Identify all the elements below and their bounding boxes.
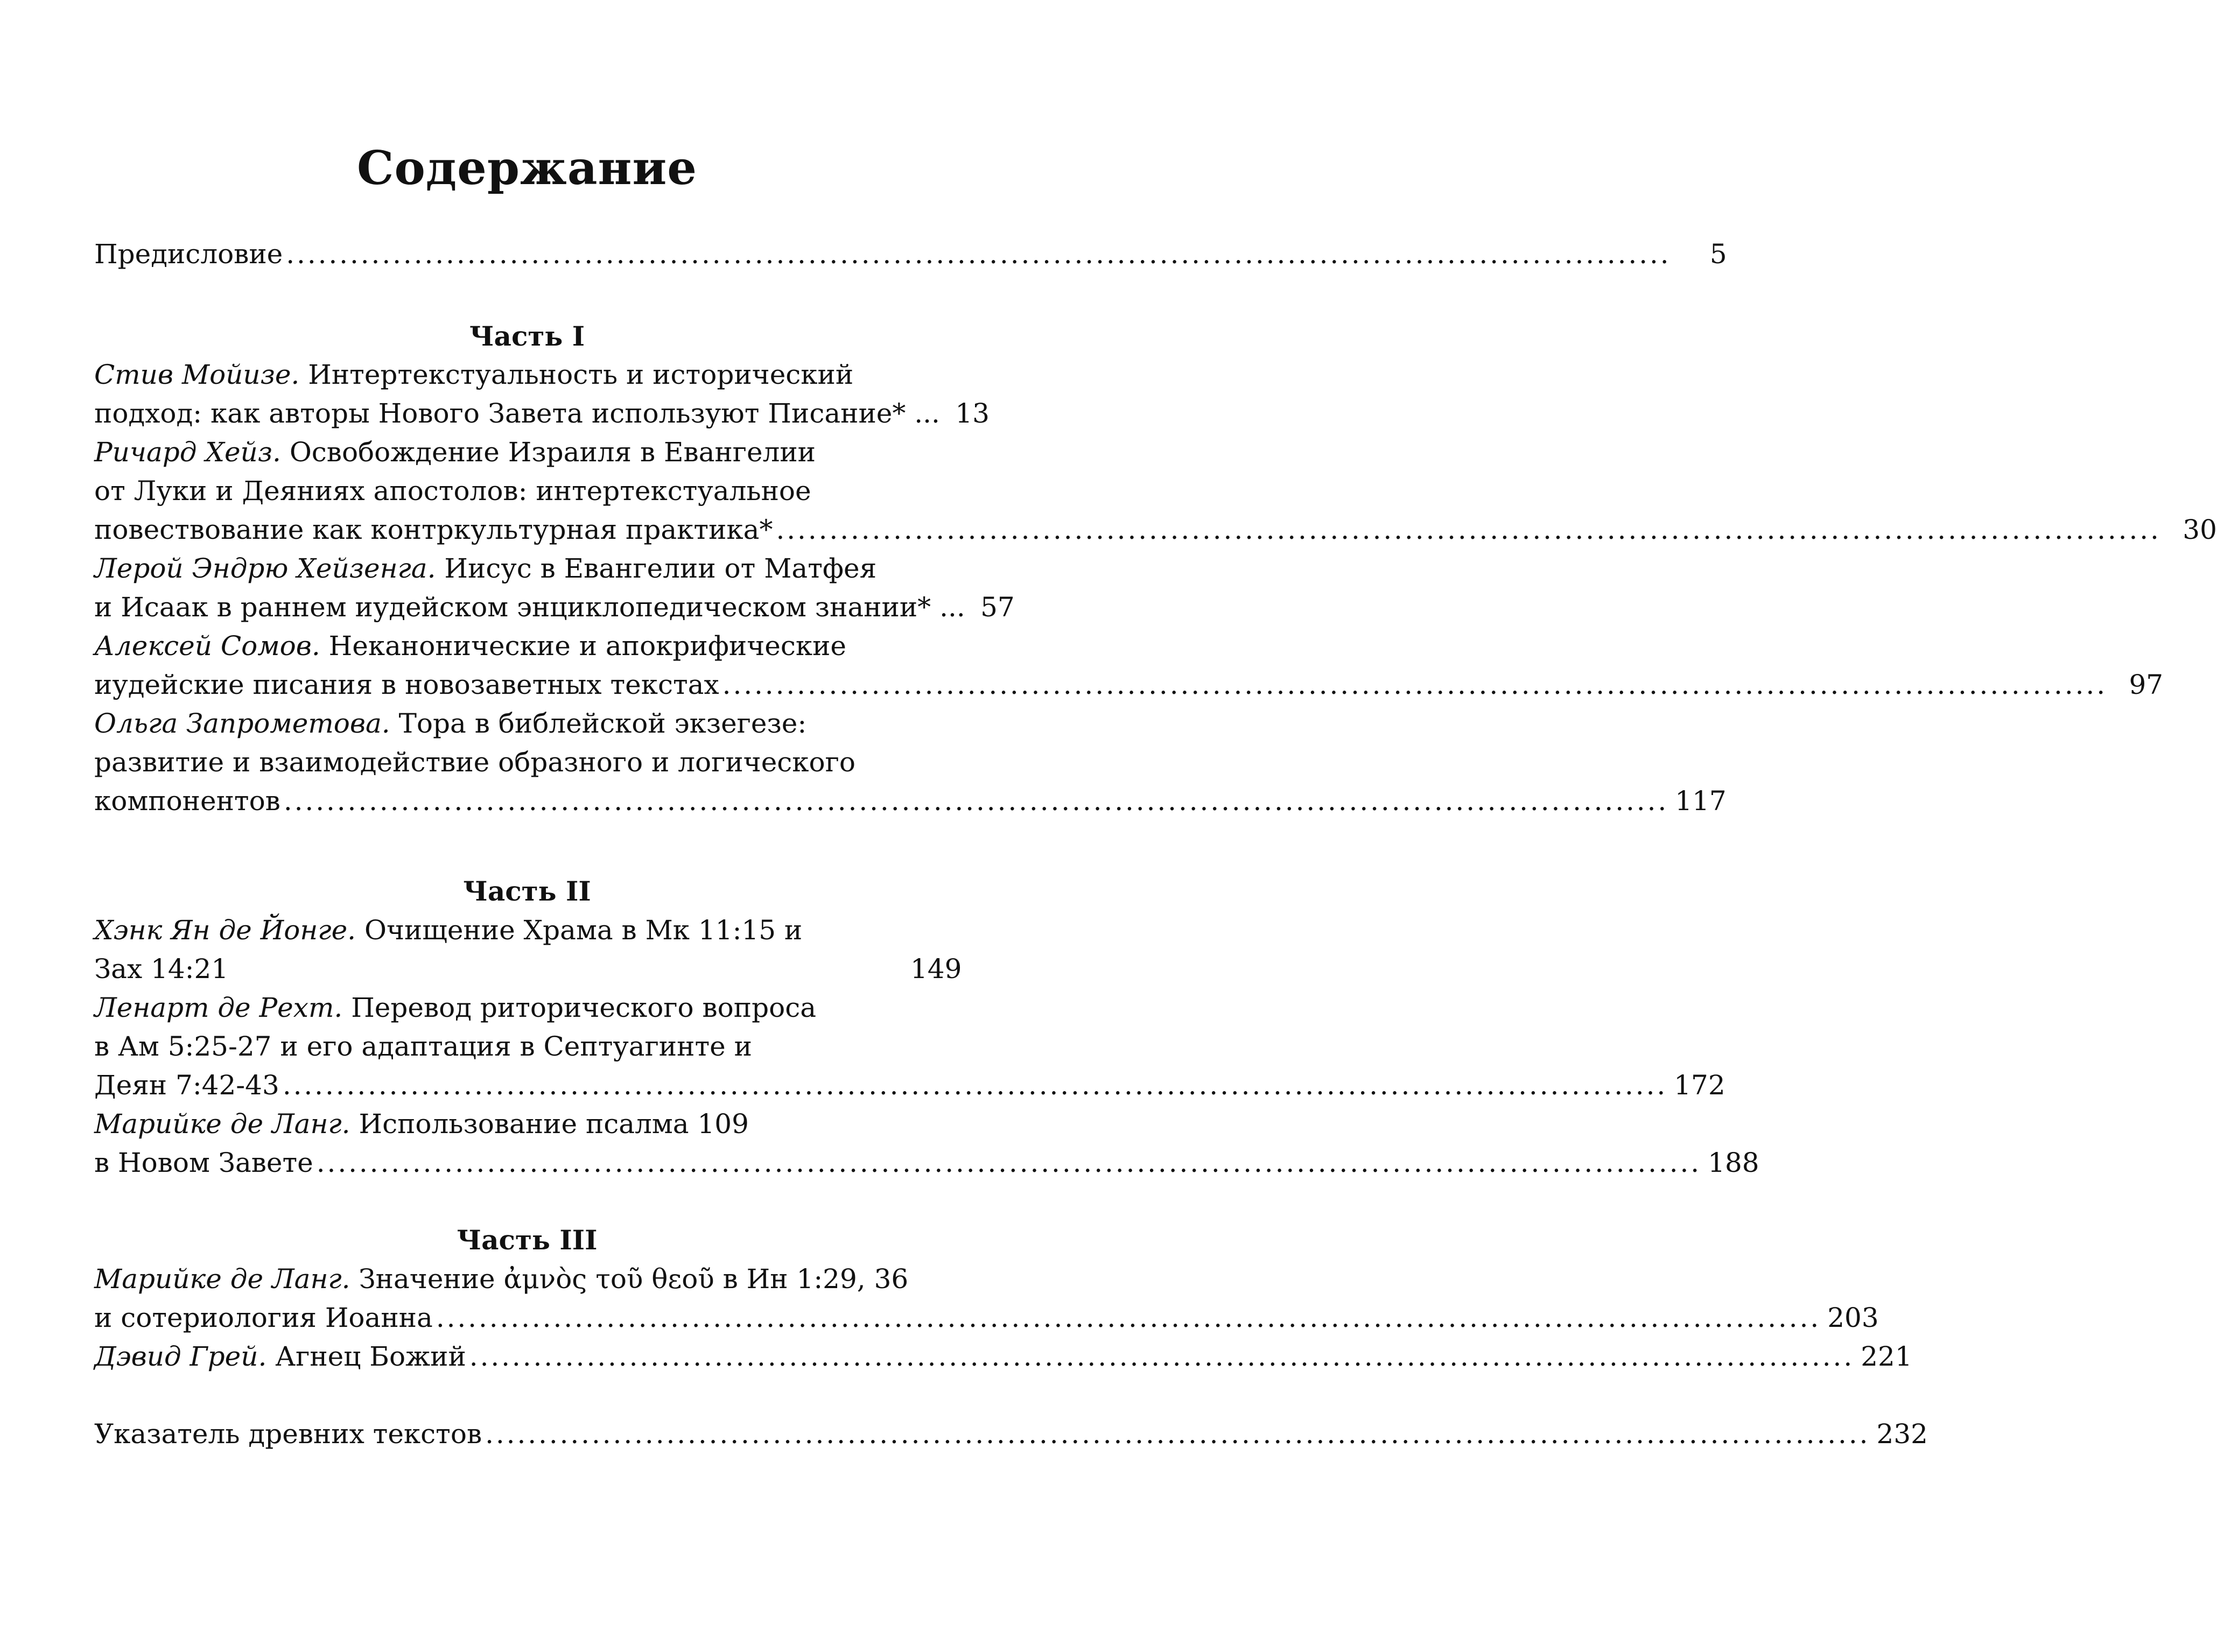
entry-author: Лерой Эндрю Хейзенга. bbox=[94, 553, 436, 584]
entry-author: Ольга Запрометова. bbox=[94, 708, 390, 739]
page-title: Содержание bbox=[357, 141, 697, 195]
part-heading-1: Часть I bbox=[469, 320, 585, 352]
toc-entry-line bbox=[94, 394, 990, 433]
part-heading-3: Часть III bbox=[457, 1224, 598, 1256]
toc-entry-line bbox=[94, 355, 960, 394]
entry-text: компонентов bbox=[94, 785, 280, 817]
toc-entry-line bbox=[94, 510, 2217, 549]
entry-text: в Новом Завете bbox=[94, 1147, 313, 1178]
entry-text: Использование псалма 109 bbox=[359, 1108, 749, 1140]
page-number: 172 bbox=[1674, 1070, 1725, 1101]
entry-text: Перевод риторического вопроса bbox=[351, 992, 817, 1023]
part-heading-2: Часть II bbox=[463, 875, 591, 907]
entry-text: Освобождение Израиля в Евангелии bbox=[289, 437, 816, 468]
page-number: 30 bbox=[2183, 514, 2217, 545]
page-number: 13 bbox=[955, 398, 990, 429]
entry-author: Марийке де Ланг. bbox=[94, 1108, 350, 1140]
leader-dots bbox=[485, 1415, 1864, 1453]
toc-entry-line bbox=[94, 588, 1015, 627]
entry-text: в Ам 5:25-27 и его адаптация в Септуагинте и bbox=[94, 1031, 752, 1062]
toc-entry-line bbox=[94, 782, 1727, 820]
toc-entry-line bbox=[94, 1105, 960, 1143]
page-number: 57 bbox=[980, 592, 1015, 623]
toc-entry-line bbox=[94, 1337, 1912, 1376]
entry-text: от Луки и Деяниях апостолов: интертекстуальное bbox=[94, 475, 811, 507]
toc-entry-preface bbox=[94, 235, 1727, 273]
entry-text: Интертекстуальность и исторический bbox=[308, 359, 854, 390]
page-number: 188 bbox=[1708, 1147, 1759, 1178]
toc-entry-line bbox=[94, 549, 960, 588]
leader-dots bbox=[776, 510, 2155, 549]
entry-author: Стив Мойизе. bbox=[94, 359, 300, 390]
leader-dots bbox=[284, 782, 1663, 820]
toc-entry-line bbox=[94, 433, 960, 472]
entry-text: повествование как контркультурная практика* bbox=[94, 514, 773, 545]
entry-author: Ленарт де Рехт. bbox=[94, 992, 343, 1023]
entry-text: Агнец Божий bbox=[275, 1341, 466, 1372]
toc-entry-line bbox=[94, 704, 960, 743]
entry-author: Алексей Сомов. bbox=[94, 630, 320, 662]
entry-text: Указатель древних текстов bbox=[94, 1418, 482, 1450]
entry-text: Очищение Храма в Мк 11:15 и bbox=[364, 915, 803, 946]
page-number: 5 bbox=[1709, 238, 1727, 270]
entry-text: Предисловие bbox=[94, 238, 283, 270]
entry-text: Деян 7:42-43 bbox=[94, 1070, 279, 1101]
entry-text: Значение ἀμνὸς τοῦ θεοῦ в Ин 1:29, 36 bbox=[359, 1263, 909, 1295]
toc-entry-line bbox=[94, 1298, 1879, 1337]
entry-author: Ричард Хейз. bbox=[94, 437, 281, 468]
toc-entry-line bbox=[94, 1260, 960, 1298]
toc-entry-index bbox=[94, 1415, 1928, 1453]
toc-entry-line bbox=[94, 950, 960, 988]
entry-text: Неканонические и апокрифические bbox=[328, 630, 847, 662]
entry-text: и Исаак в раннем иудейском энциклопедическом знании* ... bbox=[94, 592, 965, 623]
entry-text: и сотериология Иоанна bbox=[94, 1302, 433, 1333]
leader-dots bbox=[283, 1066, 1662, 1105]
toc-entry-line bbox=[94, 988, 960, 1027]
toc-entry-line bbox=[94, 665, 2164, 704]
page-number: 221 bbox=[1861, 1341, 1912, 1372]
toc-entry-line bbox=[94, 1143, 1759, 1182]
leader-dots bbox=[286, 235, 1665, 273]
page-number: 149 bbox=[910, 953, 962, 985]
entry-text: развитие и взаимодействие образного и логического bbox=[94, 747, 855, 778]
leader-dots bbox=[469, 1337, 1849, 1376]
entry-text: подход: как авторы Нового Завета используют Писание* ... bbox=[94, 398, 940, 429]
page-number: 232 bbox=[1876, 1418, 1928, 1450]
page-number: 203 bbox=[1827, 1302, 1879, 1333]
entry-text: Иисус в Евангелии от Матфея bbox=[444, 553, 877, 584]
leader-dots bbox=[436, 1298, 1815, 1337]
toc-entry-line bbox=[94, 627, 960, 665]
entry-text: иудейские писания в новозаветных текстах bbox=[94, 669, 719, 700]
toc-entry-line bbox=[94, 472, 960, 510]
entry-text: Тора в библейской экзегезе: bbox=[398, 708, 807, 739]
toc-entry-line bbox=[94, 911, 960, 950]
entry-text: Зах 14:21 bbox=[94, 953, 229, 985]
toc-page bbox=[94, 0, 2217, 1652]
entry-author: Хэнк Ян де Йонге. bbox=[94, 915, 356, 946]
leader-dots bbox=[722, 665, 2102, 704]
page-number: 117 bbox=[1675, 785, 1727, 817]
page-number: 97 bbox=[2129, 669, 2164, 700]
toc-entry-line bbox=[94, 743, 960, 782]
leader-dots bbox=[317, 1143, 1696, 1182]
toc-entry-line bbox=[94, 1066, 1725, 1105]
entry-author: Дэвид Грей. bbox=[94, 1341, 267, 1372]
toc-entry-line bbox=[94, 1027, 960, 1066]
entry-author: Марийке де Ланг. bbox=[94, 1263, 350, 1295]
